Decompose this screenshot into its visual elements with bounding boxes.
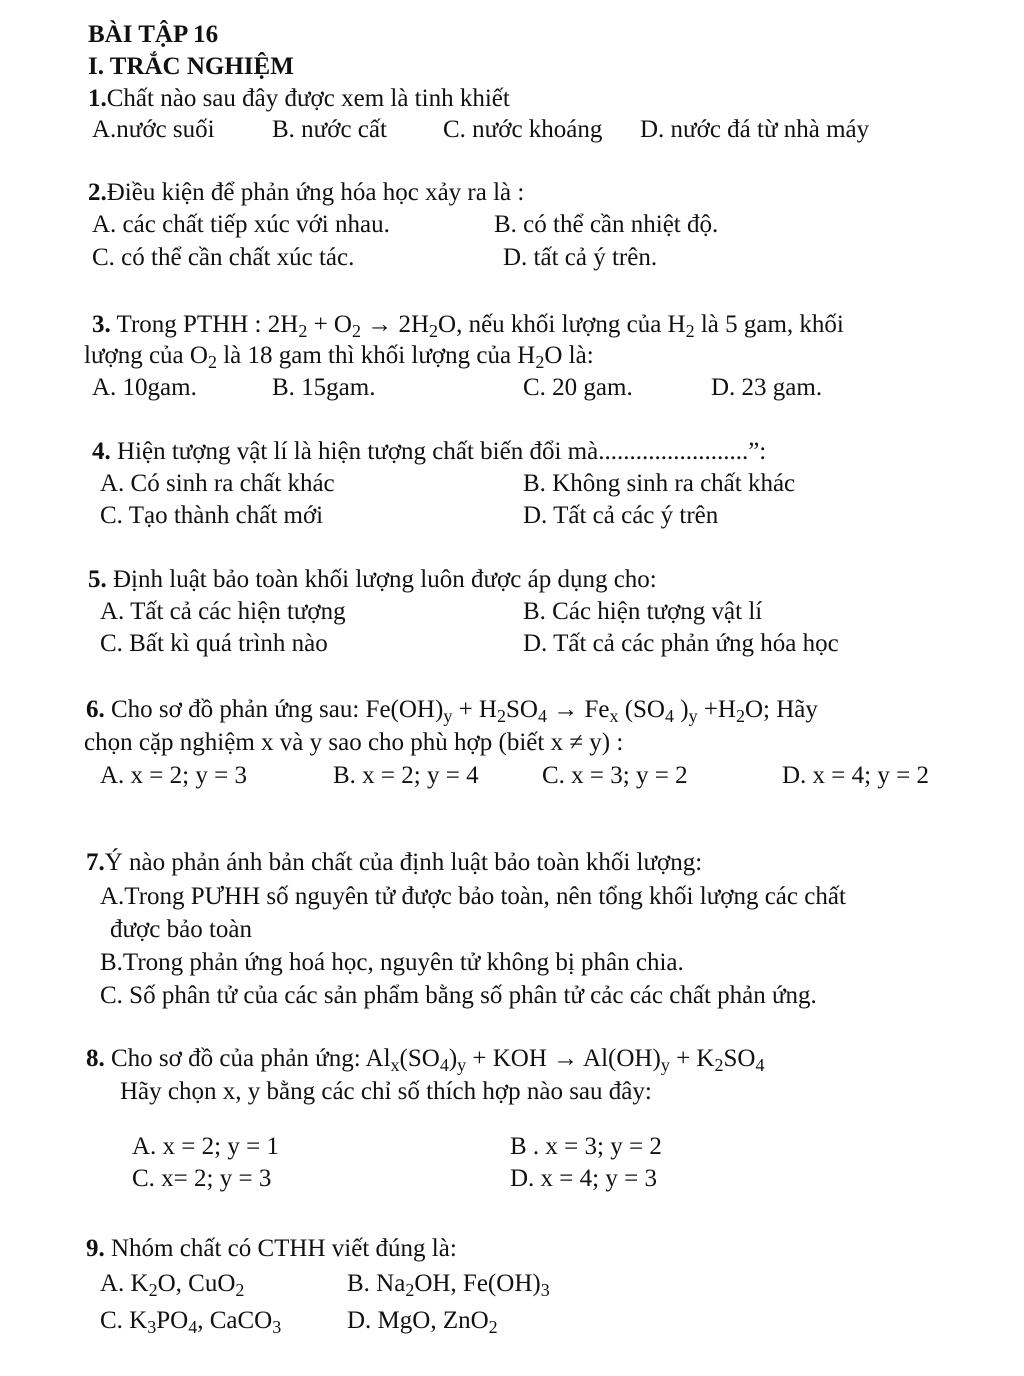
question-3-option-b: B. 15gam. bbox=[272, 374, 376, 401]
question-4-option-d: D. Tất cả các ý trên bbox=[523, 502, 719, 529]
question-2-option-d: D. tất cả ý trên. bbox=[503, 244, 658, 271]
question-8-option-a: A. x = 2; y = 1 bbox=[132, 1133, 279, 1160]
question-9-option-a: A. $K_2O$, CuO$_2$ bbox=[100, 1270, 245, 1301]
question-1-option-c: C. nước khoáng bbox=[443, 116, 603, 143]
question-5-option-c: C. Bất kì quá trình nào bbox=[100, 630, 328, 657]
question-6-option-c: C. x = 3; y = 2 bbox=[542, 762, 688, 789]
question-2-stem: 2.Điều kiện để phản ứng hóa học xảy ra là : bbox=[88, 179, 525, 206]
question-9-stem: 9. Nhóm chất có CTHH viết đúng là: bbox=[86, 1235, 457, 1262]
section-heading: I. TRẮC NGHIỆM bbox=[88, 53, 294, 80]
question-6-stem-line-1: 6. Cho sơ đồ phản ứng sau: $Fe(OH)_y + H_2SO_4 \to Fe_x$ ($SO_4$ )$_y +H_2O$; Hãy bbox=[86, 696, 818, 727]
question-9-option-d: D. MgO, ZnO$_2$ bbox=[347, 1307, 498, 1338]
question-9-option-b: B. $Na_2OH$, $Fe(OH)_3$ bbox=[347, 1270, 550, 1301]
question-2-option-a: A. các chất tiếp xúc với nhau. bbox=[92, 211, 390, 238]
question-3-stem-line-1: 3. Trong PTHH : $2H_2 + O_2 \to 2H_2O$, nếu khối lượng của $H_2$ là 5 gam, khối bbox=[92, 311, 844, 342]
question-7-option-a-line-1: A.Trong PƯHH số nguyên tử được bảo toàn, nên tổng khối lượng các chất bbox=[100, 883, 846, 910]
question-1-stem: 1.Chất nào sau đây được xem là tinh khiết bbox=[88, 85, 510, 112]
question-1-option-a: A.nước suối bbox=[92, 116, 215, 143]
question-5-option-a: A. Tất cả các hiện tượng bbox=[100, 598, 346, 625]
question-3-option-d: D. 23 gam. bbox=[711, 374, 823, 401]
question-6-option-b: B. x = 2; y = 4 bbox=[333, 762, 479, 789]
question-8-stem-line-1: 8. Cho sơ đồ của phản ứng: $Al_x(SO_4)_y$ + KOH → $Al(OH)_y + K_2SO_4$ bbox=[86, 1045, 765, 1076]
question-4-stem: 4. Hiện tượng vật lí là hiện tượng chất biến đổi mà........................”: bbox=[92, 438, 767, 465]
question-8-stem-line-2: Hãy chọn x, y bằng các chỉ số thích hợp nào sau đây: bbox=[120, 1078, 652, 1105]
question-7-stem: 7.Ý nào phản ánh bản chất của định luật bảo toàn khối lượng: bbox=[86, 849, 703, 876]
question-6-stem-line-2: chọn cặp nghiệm x và y sao cho phù hợp (biết x ≠ y) : bbox=[84, 729, 624, 756]
question-8-option-b: B . x = 3; y = 2 bbox=[510, 1133, 662, 1160]
worksheet-title: BÀI TẬP 16 bbox=[88, 21, 219, 48]
question-7-option-a-line-2: được bảo toàn bbox=[110, 916, 253, 943]
question-3-stem-line-2: lượng của $O_2$ là 18 gam thì khối lượng của $H_2O$ là: bbox=[84, 342, 594, 373]
question-6-option-a: A. x = 2; y = 3 bbox=[100, 762, 247, 789]
question-5-option-d: D. Tất cả các phản ứng hóa học bbox=[523, 630, 839, 657]
question-3-option-a: A. 10gam. bbox=[92, 374, 197, 401]
question-5-option-b: B. Các hiện tượng vật lí bbox=[523, 598, 763, 625]
question-9-option-c: C. $K_3PO_4$, CaCO$_3$ bbox=[100, 1307, 282, 1338]
question-8-option-c: C. x= 2; y = 3 bbox=[132, 1165, 272, 1192]
question-8-option-d: D. x = 4; y = 3 bbox=[510, 1165, 657, 1192]
question-1-option-d: D. nước đá từ nhà máy bbox=[640, 116, 870, 143]
question-4-option-c: C. Tạo thành chất mới bbox=[100, 502, 324, 529]
question-4-option-a: A. Có sinh ra chất khác bbox=[100, 470, 335, 497]
question-7-option-c: C. Số phân tử của các sản phẩm bằng số phân tử cảc các chất phản ứng. bbox=[100, 982, 817, 1009]
question-1-option-b: B. nước cất bbox=[272, 116, 387, 143]
question-2-option-c: C. có thể cần chất xúc tác. bbox=[92, 244, 355, 271]
question-4-option-b: B. Không sinh ra chất khác bbox=[523, 470, 796, 497]
question-3-option-c: C. 20 gam. bbox=[523, 374, 633, 401]
question-5-stem: 5. Định luật bảo toàn khối lượng luôn được áp dụng cho: bbox=[88, 566, 657, 593]
question-2-option-b: B. có thể cần nhiệt độ. bbox=[494, 211, 719, 238]
question-7-option-b: B.Trong phản ứng hoá học, nguyên tử không bị phân chia. bbox=[100, 949, 684, 976]
question-6-option-d: D. x = 4; y = 2 bbox=[782, 762, 929, 789]
